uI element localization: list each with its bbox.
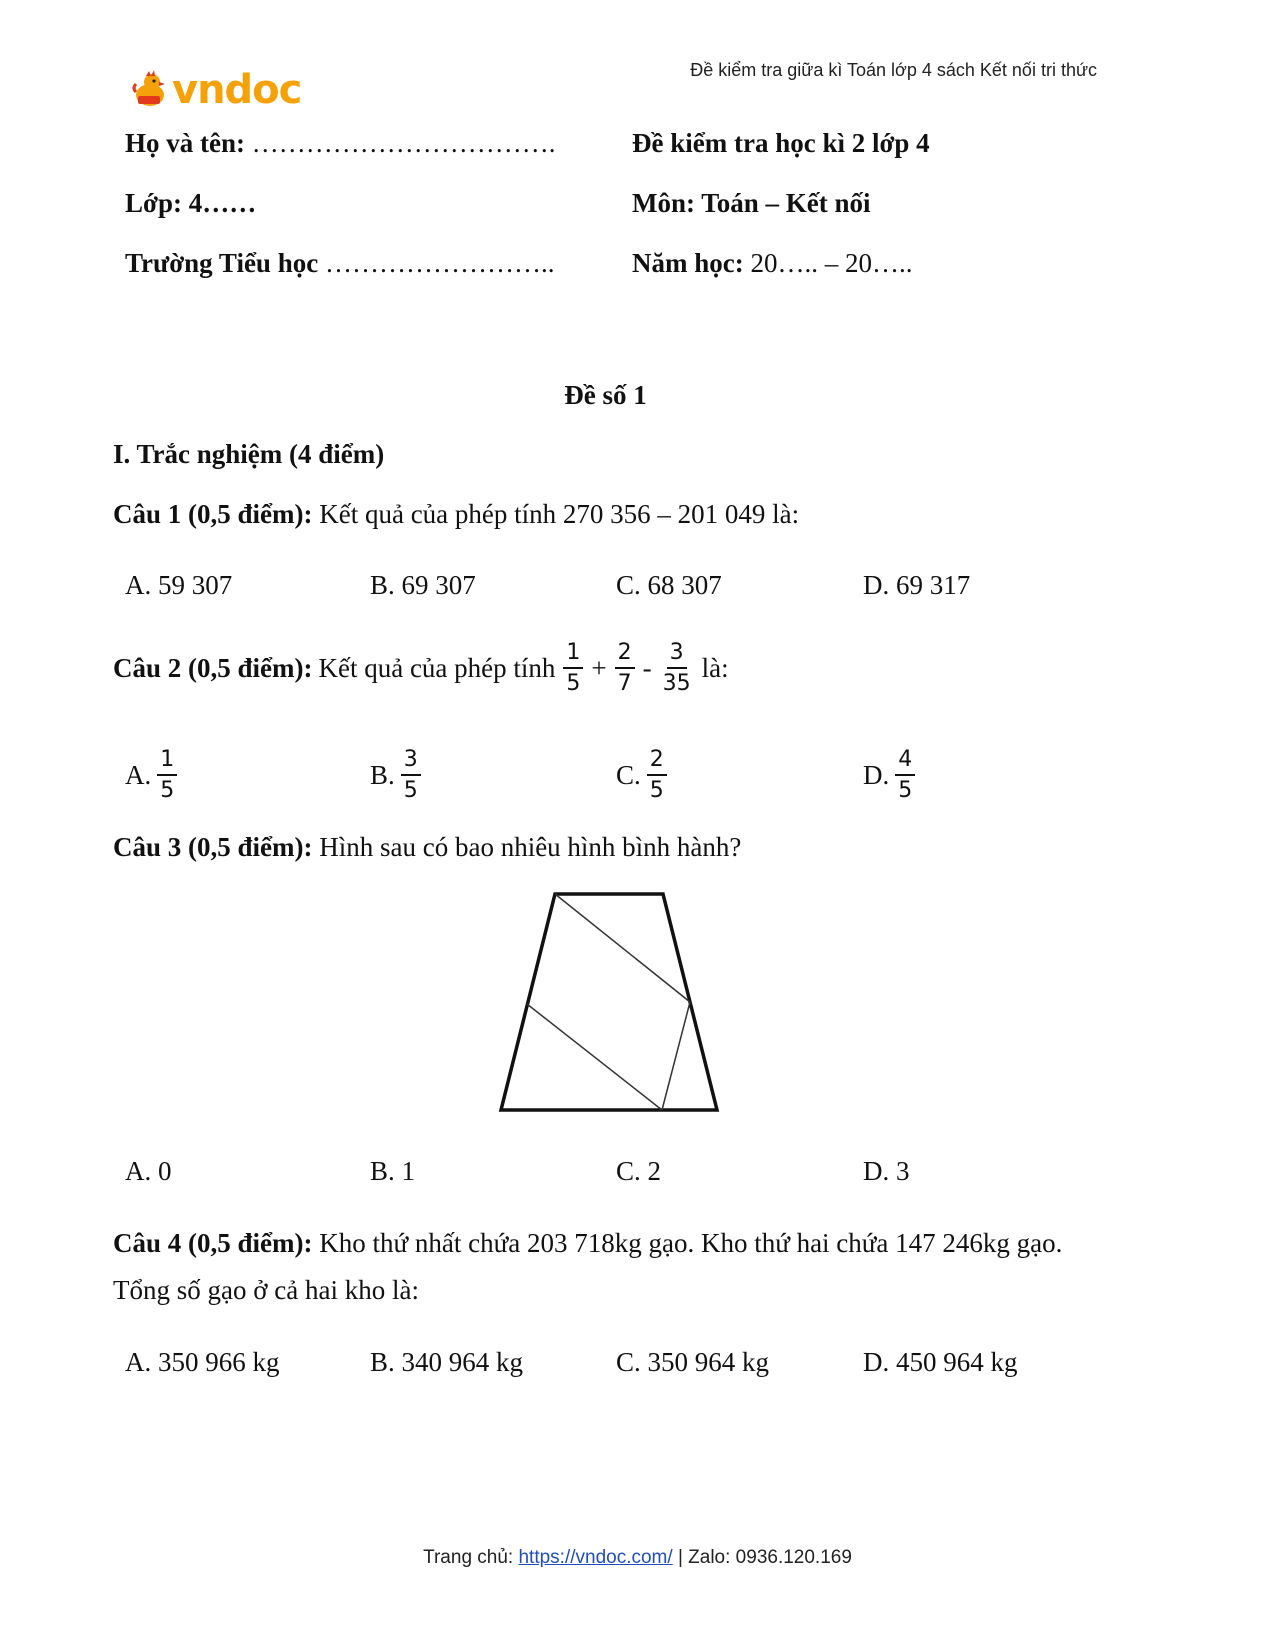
subject-line: Môn: Toán – Kết nối [632,188,871,218]
fraction-1: $\frac{1}{5}$ [563,641,583,695]
q4-option-b[interactable]: B. 340 964 kg [370,1347,524,1377]
q2-option-c-fraction: $\frac{2}{5}$ [647,748,667,802]
question-2-label: Câu 2 (0,5 điểm): [113,652,313,683]
q2-option-b[interactable]: B. $\frac{3}{5}$ [370,748,423,802]
q4-option-c[interactable]: C. 350 964 kg [616,1347,770,1377]
minus-sign: - [642,652,652,683]
fraction-3: $\frac{3}{35}$ [662,640,691,697]
school-blank: …………………….. [324,248,555,278]
q3-option-a[interactable]: A. 0 [125,1156,172,1186]
question-1-text: Kết quả của phép tính 270 356 – 201 049 là: [319,499,800,529]
question-4 [113,1228,1062,1259]
chick-mascot-icon [130,70,170,110]
q2-option-a-fraction: $\frac{1}{5}$ [157,748,177,802]
q4-option-a[interactable]: A. 350 966 kg [125,1347,280,1377]
q4-option-d[interactable]: D. 450 964 kg [863,1347,1018,1377]
q2-option-a[interactable]: A. $\frac{1}{5}$ [125,748,179,802]
q1-option-b[interactable]: B. 69 307 [370,570,476,600]
trapezoid-outline [501,894,717,1110]
q3-option-c[interactable]: C. 2 [616,1156,662,1186]
class-label: Lớp: [125,188,182,218]
question-1-label: Câu 1 (0,5 điểm): [113,499,313,529]
q1-option-d[interactable]: D. 69 317 [863,570,971,600]
q1-option-c[interactable]: C. 68 307 [616,570,722,600]
trapezoid-figure [495,888,725,1118]
q1-option-a[interactable]: A. 59 307 [125,570,233,600]
school-year-field [632,248,912,279]
school-label: Trường Tiểu học [125,248,319,278]
school-field [125,248,554,279]
question-3-label: Câu 3 (0,5 điểm): [113,832,313,862]
footer-prefix: Trang chủ: [423,1547,514,1568]
q3-option-d[interactable]: D. 3 [863,1156,910,1186]
logo-text: vndoc [172,67,302,113]
question-2-text: Kết quả của phép tính [318,652,556,683]
exam-number: Đề số 1 [564,380,647,410]
question-4-text-line2: Tổng số gạo ở cả hai kho là: [113,1275,419,1305]
name-field [125,128,555,159]
page-footer [0,1547,1275,1569]
class-field [125,188,256,219]
q2-option-c[interactable]: C. $\frac{2}{5}$ [616,748,669,802]
question-3 [113,832,741,863]
q2-option-b-fraction: $\frac{3}{5}$ [401,748,421,802]
question-2-suffix: là: [701,652,729,683]
plus-sign: + [591,652,607,683]
vndoc-logo[interactable] [130,67,302,113]
name-label: Họ và tên: [125,128,245,158]
footer-contact: | Zalo: 0936.120.169 [677,1547,852,1568]
question-2 [113,641,729,695]
question-4-label: Câu 4 (0,5 điểm): [113,1228,313,1258]
year-value: 20….. – 20….. [750,248,913,278]
q2-option-d[interactable]: D. $\frac{4}{5}$ [863,748,917,802]
question-1 [113,499,799,530]
section-heading: I. Trắc nghiệm (4 điểm) [113,439,385,469]
exam-title: Đề kiểm tra học kì 2 lớp 4 [632,128,930,158]
name-blank: ……………………………. [251,128,556,158]
class-value: 4…… [188,188,257,218]
q2-option-d-fraction: $\frac{4}{5}$ [895,748,915,802]
question-4-text-line1: Kho thứ nhất chứa 203 718kg gạo. Kho thứ hai chứa 147 246kg gạo. [319,1228,1063,1258]
question-3-text: Hình sau có bao nhiêu hình bình hành? [319,832,742,862]
diagonal-upper [555,894,690,1002]
year-label: Năm học: [632,248,744,278]
diagonal-lower [527,1004,662,1110]
document-header-title: Đề kiểm tra giữa kì Toán lớp 4 sách Kết nối tri thức [690,60,1097,80]
homepage-link[interactable]: https://vndoc.com/ [518,1547,673,1568]
fraction-2: $\frac{2}{7}$ [615,641,635,695]
connector-right [662,1002,690,1110]
q3-option-b[interactable]: B. 1 [370,1156,416,1186]
